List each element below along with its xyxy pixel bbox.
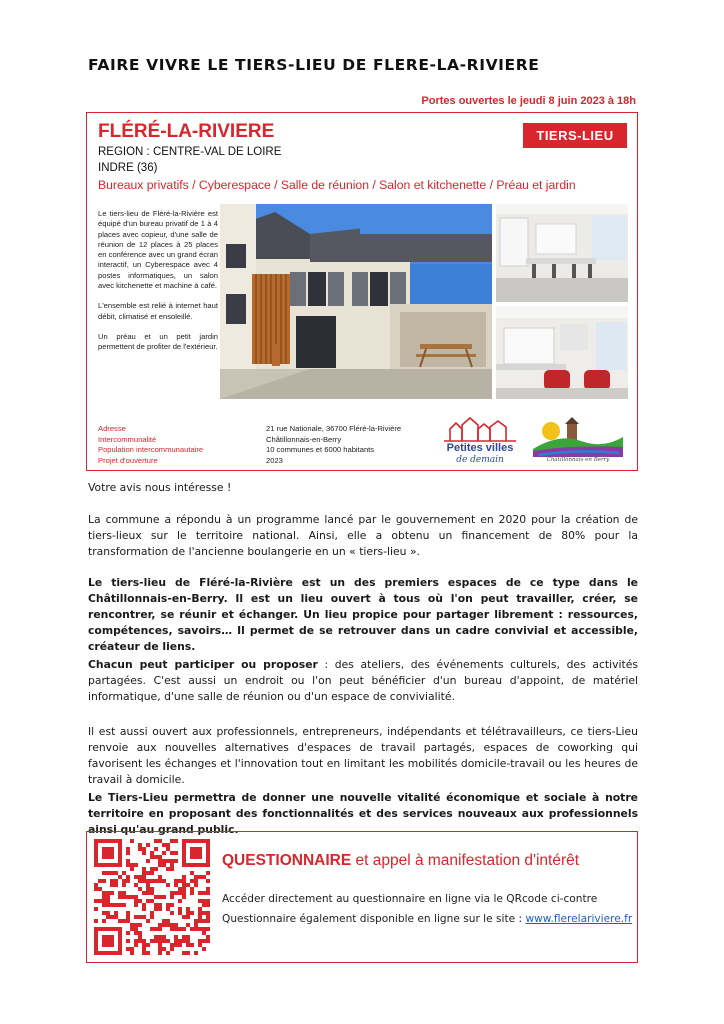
card-description	[98, 209, 218, 363]
website-link[interactable]: www.flerelariviere.fr	[525, 913, 633, 925]
meeting-room-photo	[496, 204, 628, 302]
tiers-lieu-badge: TIERS-LIEU	[523, 123, 627, 148]
site-prefix: Questionnaire également disponible en ligne sur le site :	[222, 913, 526, 925]
building-photo	[220, 204, 492, 399]
petites-villes-logo	[440, 415, 520, 467]
questionnaire-title-bold: QUESTIONNAIRE	[222, 852, 352, 869]
open-house-notice: Portes ouvertes le jeudi 8 juin 2023 à 18h	[421, 95, 636, 107]
intro-text: Votre avis nous intéresse !	[88, 481, 232, 494]
paragraph-professionals: Il est aussi ouvert aux professionnels, entrepreneurs, indépendants et télétravailleurs, ce tiers-Lieu renvoie aux nouvelles alternatives d'espaces de travail partagés, espaces de coworking qui favorisent les échanges et l'innovation tout en limitant les mobilités domicile-travail ou les heures de travail à domicile.	[88, 725, 638, 786]
detail-label: Projet d'ouverture	[98, 455, 158, 465]
qr-code-icon[interactable]	[94, 839, 210, 955]
description-paragraph: L'ensemble est relié à internet haut débit, climatisé et ensoleillé.	[98, 301, 218, 321]
description-paragraph: Un préau et un petit jardin permettent de profiter de l'extérieur.	[98, 331, 218, 352]
detail-value: 2023	[266, 455, 283, 465]
page-title: FAIRE VIVRE LE TIERS-LIEU DE FLERE-LA-RIVIERE	[88, 56, 540, 74]
info-card	[86, 112, 638, 471]
lounge-photo	[496, 306, 628, 399]
paragraph-vitality: Le Tiers-Lieu permettra de donner une nouvelle vitalité économique et sociale à notre territoire en proposant des fonctionnalités et des services nouveaux aux professionnels ainsi qu'au grand public.	[88, 791, 638, 836]
detail-value: 10 communes et 6000 habitants	[266, 445, 375, 454]
description-paragraph: Le tiers-lieu de Fléré-la-Rivière est équipé d'un bureau privatif de 1 à 4 places avec copieur, d'une salle de réunion de 12 places à 25 places en conférence avec un grand écran interactif, un Cyberespace avec 4 postes informatiques, un salon avec kitchenette et machine à café.	[98, 209, 218, 291]
questionnaire-title-rest: et appel à manifestation d'intérêt	[351, 852, 580, 869]
chatillonnais-logo	[529, 417, 627, 469]
questionnaire-title	[222, 852, 579, 870]
paragraph-first-space: Le tiers-lieu de Fléré-la-Rivière est un des premiers espaces de ce type dans le Châtillonnais-en-Berry. Il est un lieu ouvert à tous où l'on peut travailler, créer, se rencontrer, se réunir et échanger. Un lieu propice pour partager librement : ressources, compétences, savoirs… Il permet de se retrouver dans un cadre convivial et accessible, créateur de liens.	[88, 576, 638, 653]
detail-value: Châtillonnais-en-Berry	[266, 434, 342, 444]
logo-text: de demain	[456, 455, 504, 465]
town-name: FLÉRÉ-LA-RIVIERE	[98, 121, 275, 142]
logo-text: Petites villes	[446, 442, 514, 454]
questionnaire-instructions: Accéder directement au questionnaire en ligne via le QRcode ci-contre	[222, 893, 598, 905]
participate-bold: Chacun peut participer ou proposer	[88, 658, 318, 671]
department-label: INDRE (36)	[98, 162, 158, 174]
services-list: Bureaux privatifs / Cyberespace / Salle de réunion / Salon et kitchenette / Préau et jardin	[98, 178, 576, 192]
questionnaire-box	[86, 831, 638, 963]
detail-label: Intercommunalité	[98, 434, 157, 444]
detail-value: 21 rue Nationale, 36700 Fléré-la-Rivière	[266, 424, 402, 433]
detail-label: Population intercommunautaire	[98, 445, 204, 454]
questionnaire-site-line	[222, 913, 632, 925]
town-houses-icon	[440, 415, 520, 443]
detail-label: Adresse	[98, 424, 126, 433]
participate-rest: : des ateliers, des événements culturels, des activités partagées. C'est aussi un endroit ou l'on peut bénéficier d'un bureau d'appoint, de matériel informatique, d'une salle de réunion ou d'un espace de convivialité.	[88, 658, 639, 703]
landscape-icon	[529, 417, 627, 459]
paragraph-program: La commune a répondu à un programme lancé par le gouvernement en 2020 pour la création de tiers-lieux sur le territoire national. Ainsi, elle a obtenu un financement de 80% pour la transformation de l'ancienne boulangerie en un « tiers-lieu ».	[88, 513, 638, 558]
paragraph-participate	[88, 657, 638, 705]
region-label: REGION : CENTRE-VAL DE LOIRE	[98, 146, 282, 158]
logo-text: Châtillonnais en Berry	[546, 457, 610, 463]
